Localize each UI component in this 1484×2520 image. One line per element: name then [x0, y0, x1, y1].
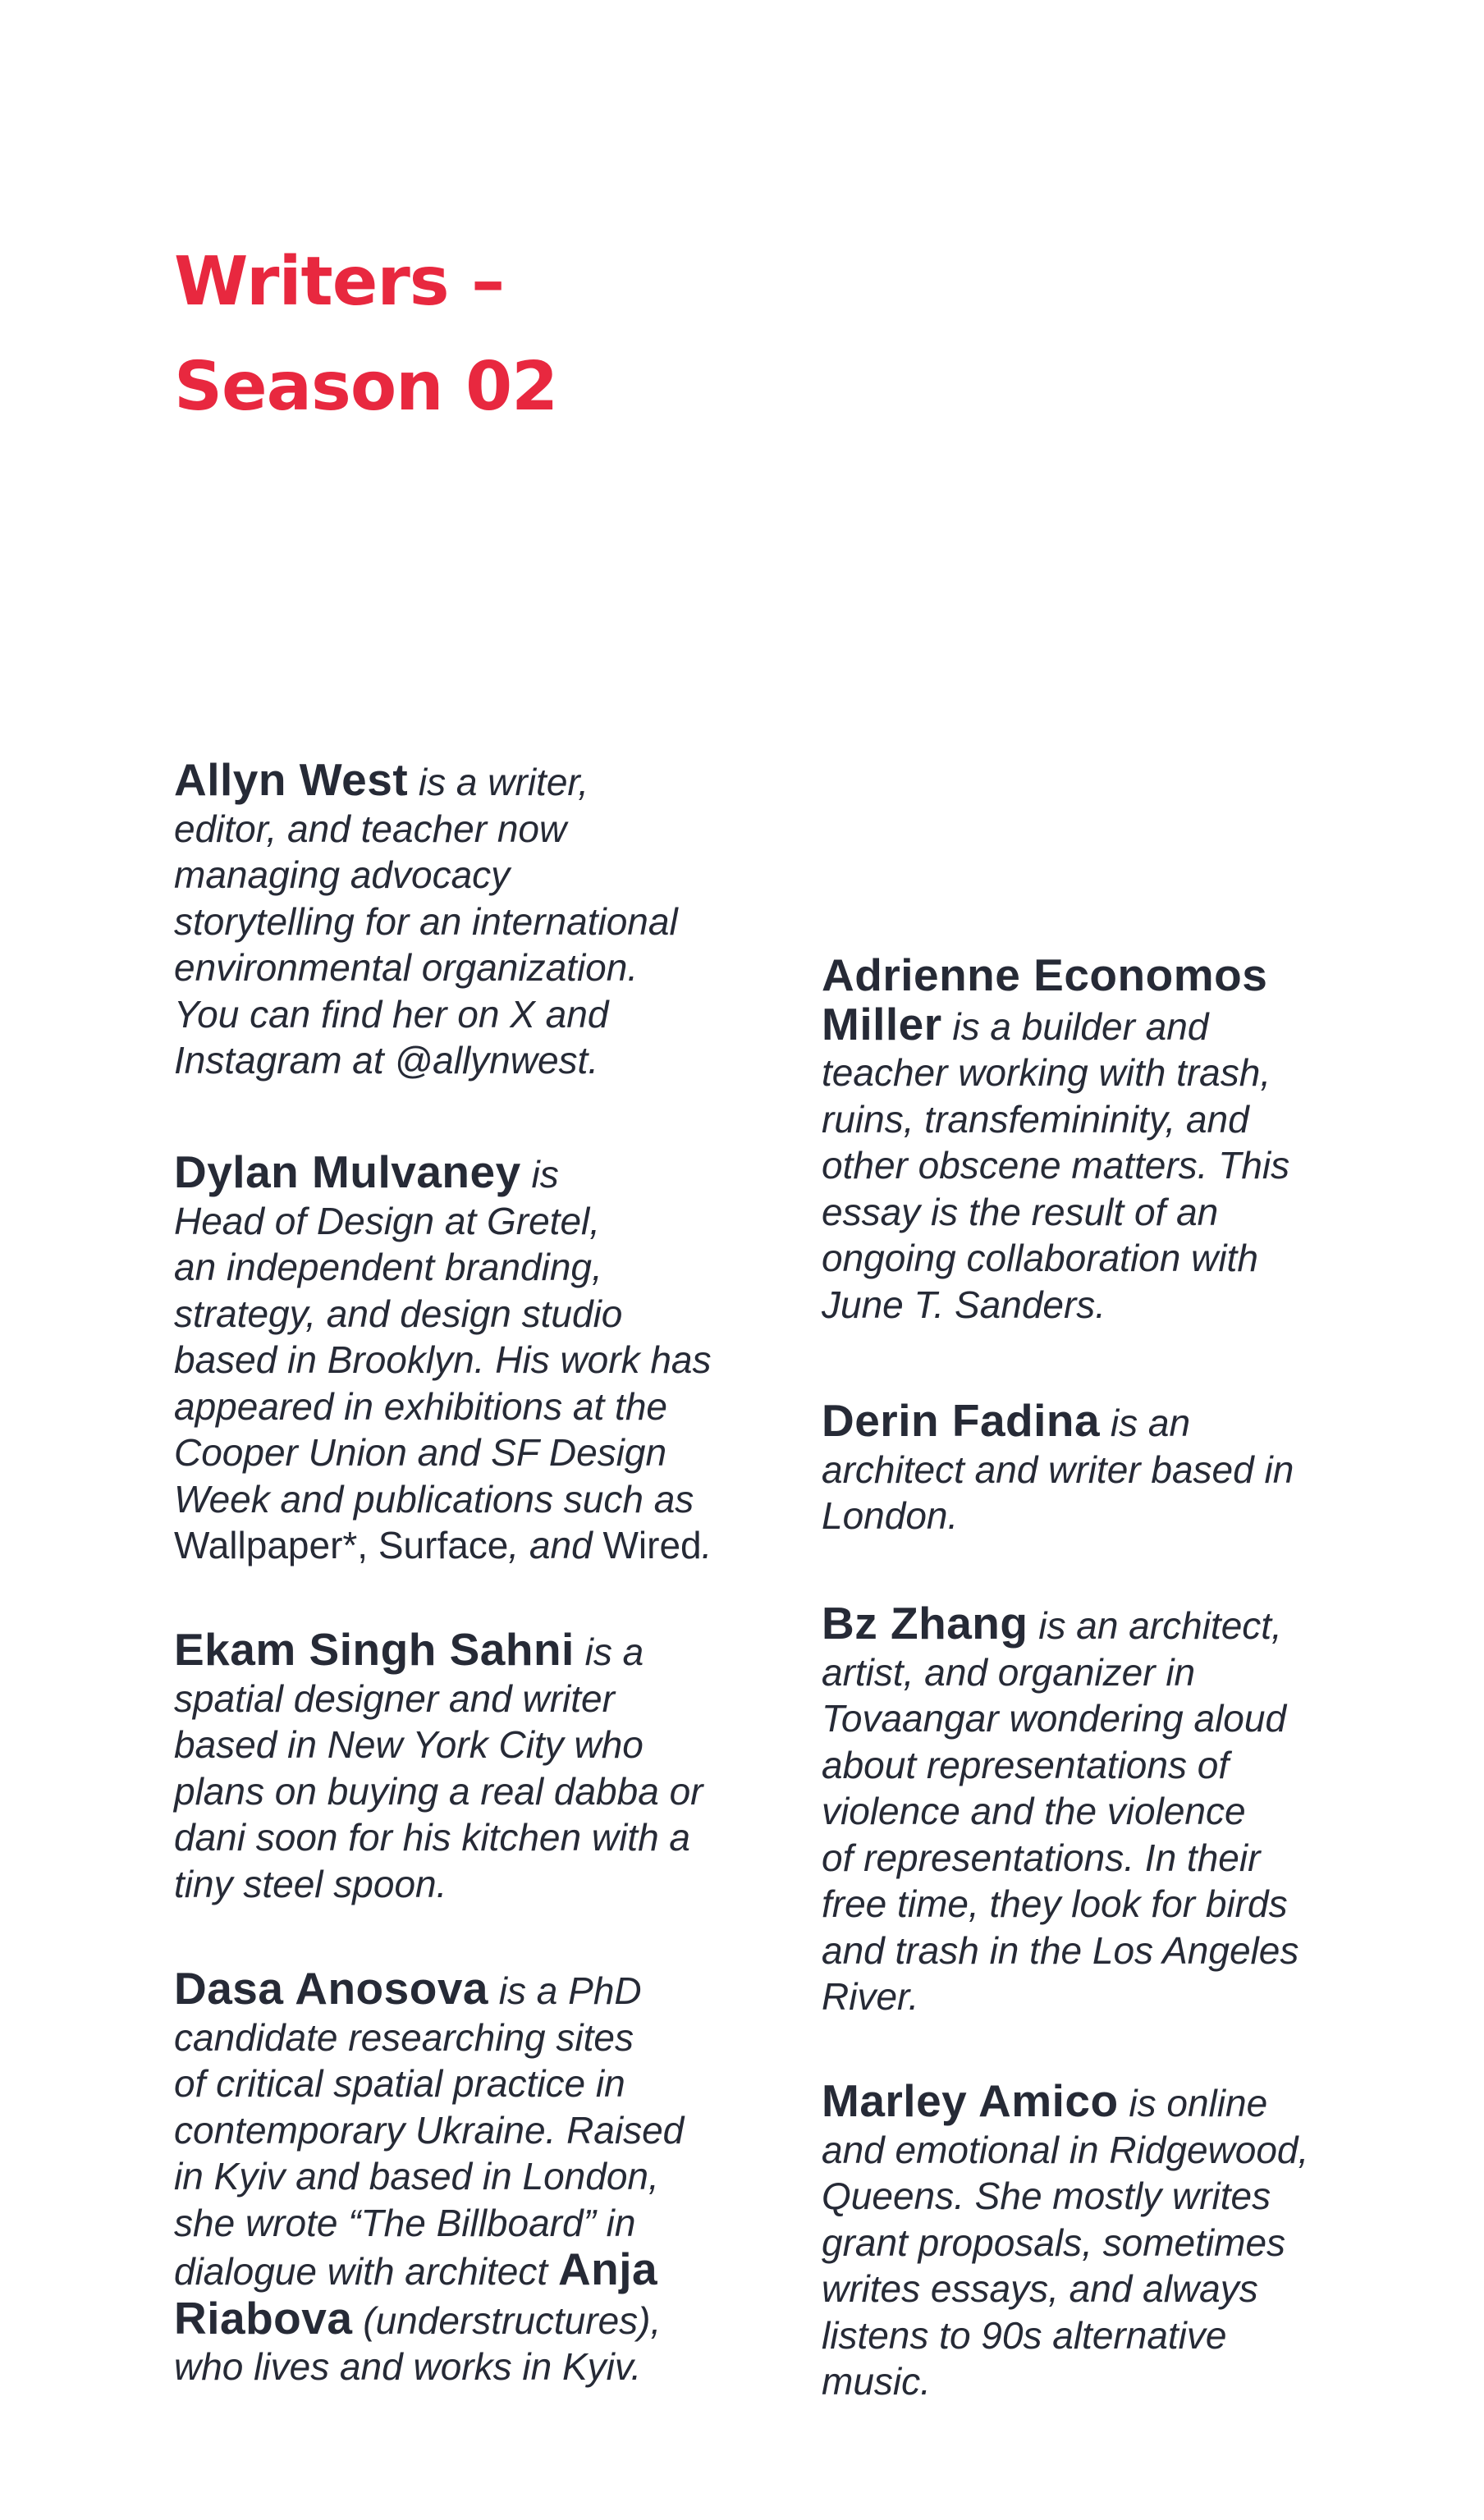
bio-adrienne-economos-miller: Adrienne Economos Miller is a builder and teacher working with trash, ruins, transfemininity, and other obscene matters. This essay is the result of an ongoing collaboration with June T. Sanders.: [822, 949, 1290, 1326]
title-line-2: Season 02: [174, 348, 558, 426]
page-title: [174, 230, 557, 440]
writer-name: Marley Amico: [822, 2075, 1119, 2126]
writer-name: Dylan Mulvaney: [174, 1146, 521, 1197]
writer-name: Adrienne Economos: [822, 949, 1268, 1000]
writer-name: Miller: [822, 998, 942, 1050]
publication-name: Surface: [378, 1524, 509, 1566]
bio-allyn-west: Allyn West is a writer, editor, and teacher now managing advocacy storytelling for an international environmental organization. You can find her on X and Instagram at @allynwest.: [174, 754, 678, 1082]
bio-marley-amico: Marley Amico is online and emotional in Ridgewood, Queens. She mostly writes grant proposals, sometimes writes essays, and always listens to 90s alternative music.: [822, 2075, 1309, 2403]
bio-derin-fadina: Derin Fadina is an architect and writer based in London.: [822, 1395, 1294, 1537]
publication-name: Wired: [602, 1524, 702, 1566]
writer-name: Ekam Singh Sahni: [174, 1624, 575, 1675]
publication-name: Wallpaper*: [174, 1524, 358, 1566]
bio-dylan-mulvaney: Dylan Mulvaney is Head of Design at Gretel, an independent branding, strategy, and design studio based in Brooklyn. His work has appeared in exhibitions at the Cooper Union and SF Design Week and publications such as Wallpaper*, Surface, and Wired.: [174, 1146, 712, 1566]
writer-name: Allyn West: [174, 754, 409, 805]
collaborator-name: Riabova: [174, 2292, 353, 2344]
bio-bz-zhang: Bz Zhang is an architect, artist, and organizer in Tovaangar wondering aloud about representations of violence and the violence of representations. In their free time, they look for birds and trash in the Los Angeles River.: [822, 1598, 1299, 2018]
writer-name: Derin Fadina: [822, 1395, 1101, 1446]
title-line-1: Writers –: [174, 243, 505, 321]
writer-name: Dasa Anosova: [174, 1963, 488, 2014]
bio-ekam-singh-sahni: Ekam Singh Sahni is a spatial designer and writer based in New York City who plans on buying a real dabba or dani soon for his kitchen with a tiny steel spoon.: [174, 1624, 703, 1905]
writer-name: Bz Zhang: [822, 1598, 1028, 1649]
bio-dasa-anosova: Dasa Anosova is a PhD candidate researching sites of critical spatial practice in contemporary Ukraine. Raised in Kyiv and based in London, she wrote “The Billboard” in dialogue with architect Anja Riabova (understructures), who lives and works in Kyiv.: [174, 1963, 685, 2388]
collaborator-name: Anja: [557, 2243, 658, 2294]
